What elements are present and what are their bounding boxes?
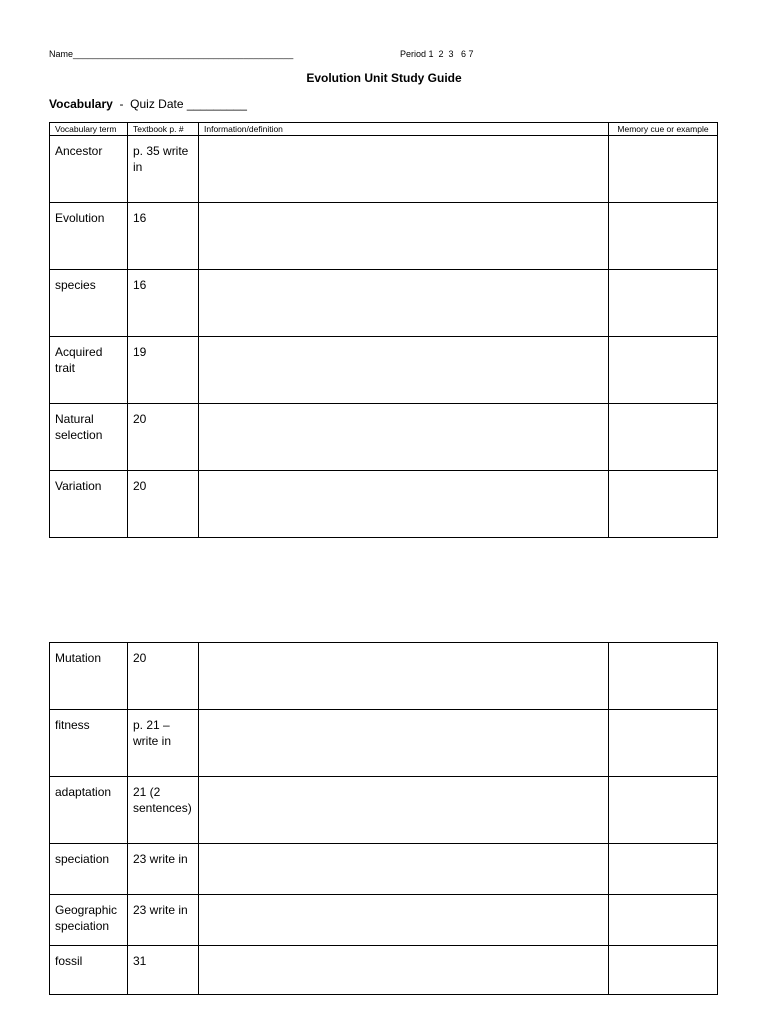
term-text: speciation — [55, 852, 110, 866]
term-cell — [50, 643, 128, 710]
table-row — [50, 777, 718, 844]
memory-cue-cell[interactable] — [609, 270, 718, 337]
page-cell — [128, 404, 199, 471]
memory-cue-cell[interactable] — [609, 337, 718, 404]
memory-cue-cell[interactable] — [609, 844, 718, 895]
table-row — [50, 643, 718, 710]
definition-cell[interactable] — [199, 844, 609, 895]
page-text: 16 — [133, 211, 147, 225]
term-text: adaptation — [55, 785, 112, 799]
term-text: Mutation — [55, 651, 102, 665]
page-cell — [128, 136, 199, 203]
term-text: species — [55, 278, 96, 292]
definition-cell[interactable] — [199, 404, 609, 471]
term-text: Evolution — [55, 211, 105, 225]
definition-cell[interactable] — [199, 203, 609, 270]
page-text: p. 21 – write in — [133, 718, 172, 748]
page-text: 16 — [133, 278, 147, 292]
term-cell — [50, 777, 128, 844]
page-text: p. 35 write in — [133, 144, 189, 174]
page-cell — [128, 337, 199, 404]
column-header-page: Textbook p. # — [128, 123, 199, 136]
page-cell — [128, 777, 199, 844]
memory-cue-cell[interactable] — [609, 710, 718, 777]
vocabulary-label: Vocabulary — [49, 97, 113, 111]
term-cell — [50, 895, 128, 946]
term-cell — [50, 136, 128, 203]
table-row — [50, 203, 718, 270]
page-cell — [128, 895, 199, 946]
term-text: Natural selection — [55, 412, 103, 442]
memory-cue-cell[interactable] — [609, 643, 718, 710]
vocabulary-table-2 — [49, 642, 718, 995]
term-cell — [50, 270, 128, 337]
term-text: fossil — [55, 954, 83, 968]
term-cell — [50, 710, 128, 777]
page-text: 23 write in — [133, 852, 188, 866]
page-cell — [128, 643, 199, 710]
definition-cell[interactable] — [199, 710, 609, 777]
name-field-line: Name____________________________________________ — [49, 49, 294, 59]
page-cell — [128, 946, 199, 995]
column-header-definition: Information/definition — [199, 123, 609, 136]
table-header-row — [50, 123, 718, 136]
definition-cell[interactable] — [199, 136, 609, 203]
term-text: Geographic speciation — [55, 903, 118, 933]
table-row — [50, 136, 718, 203]
term-cell — [50, 471, 128, 538]
term-cell — [50, 404, 128, 471]
definition-cell[interactable] — [199, 337, 609, 404]
page-cell — [128, 844, 199, 895]
table-row — [50, 710, 718, 777]
term-cell — [50, 203, 128, 270]
definition-cell[interactable] — [199, 895, 609, 946]
page-text: 19 — [133, 345, 147, 359]
table-row — [50, 471, 718, 538]
term-text: fitness — [55, 718, 90, 732]
page-title: Evolution Unit Study Guide — [306, 71, 462, 85]
memory-cue-cell[interactable] — [609, 136, 718, 203]
term-cell — [50, 844, 128, 895]
definition-cell[interactable] — [199, 946, 609, 995]
memory-cue-cell[interactable] — [609, 777, 718, 844]
table-row — [50, 337, 718, 404]
page-text: 21 (2 sentences) — [133, 785, 192, 815]
definition-cell[interactable] — [199, 777, 609, 844]
memory-cue-cell[interactable] — [609, 404, 718, 471]
page-text: 23 write in — [133, 903, 188, 917]
term-text: Ancestor — [55, 144, 103, 158]
column-header-term: Vocabulary term — [50, 123, 128, 136]
table-row — [50, 844, 718, 895]
memory-cue-cell[interactable] — [609, 203, 718, 270]
table-row — [50, 270, 718, 337]
quiz-date-label: - Quiz Date _________ — [112, 97, 247, 111]
term-cell — [50, 337, 128, 404]
definition-cell[interactable] — [199, 471, 609, 538]
memory-cue-cell[interactable] — [609, 946, 718, 995]
column-header-memory-cue: Memory cue or example — [609, 123, 718, 136]
page-text: 20 — [133, 651, 147, 665]
page-text: 20 — [133, 412, 147, 426]
period-options: Period 1 2 3 6 7 — [400, 49, 474, 59]
vocabulary-table-1 — [49, 122, 718, 538]
page-text: 31 — [133, 954, 147, 968]
memory-cue-cell[interactable] — [609, 895, 718, 946]
table-row — [50, 404, 718, 471]
term-text: Acquired trait — [55, 345, 103, 375]
definition-cell[interactable] — [199, 270, 609, 337]
page-cell — [128, 203, 199, 270]
term-cell — [50, 946, 128, 995]
page-text: 20 — [133, 479, 147, 493]
vocabulary-heading — [49, 97, 247, 111]
memory-cue-cell[interactable] — [609, 471, 718, 538]
page-cell — [128, 471, 199, 538]
page-cell — [128, 710, 199, 777]
table-row — [50, 946, 718, 995]
table-row — [50, 895, 718, 946]
page-cell — [128, 270, 199, 337]
term-text: Variation — [55, 479, 102, 493]
definition-cell[interactable] — [199, 643, 609, 710]
